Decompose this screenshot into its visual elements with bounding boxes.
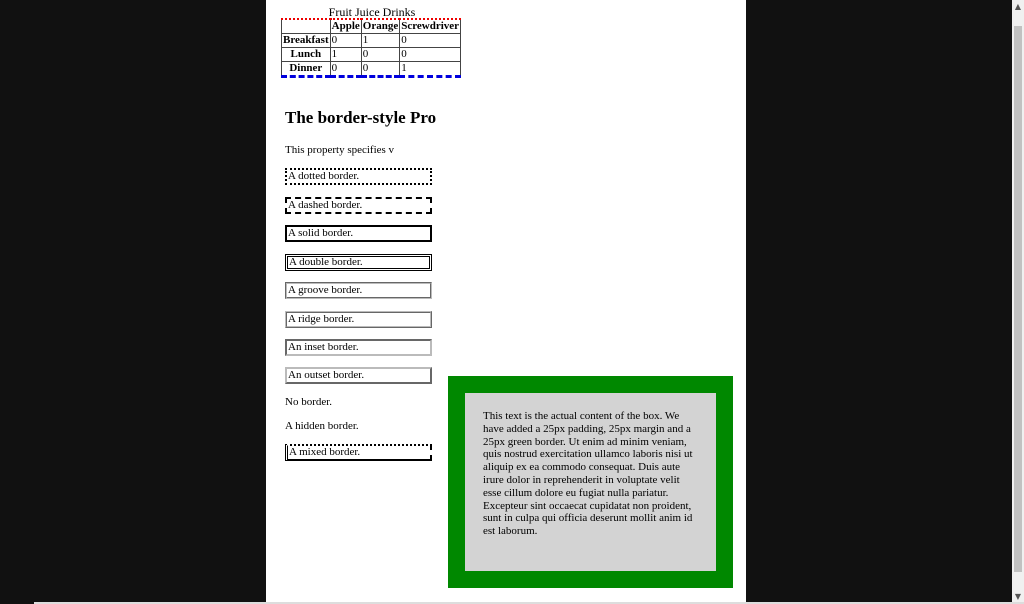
no-border-example: No border. — [285, 396, 333, 408]
row-header: Breakfast — [283, 34, 329, 46]
table-cell: 1 — [361, 34, 399, 48]
scroll-down-arrow-icon[interactable]: ▼ — [1014, 592, 1022, 601]
row-header: Lunch — [282, 48, 331, 62]
table-row — [282, 34, 461, 48]
table-row — [282, 62, 461, 77]
box-model-border — [448, 376, 733, 588]
dashed-border-example: A dashed border. — [285, 197, 432, 214]
double-border-example: A double border. — [285, 254, 432, 271]
inset-border-example: An inset border. — [285, 339, 432, 356]
intro-paragraph: This property specifies v — [285, 144, 395, 156]
table-cell: 0 — [361, 48, 399, 62]
table-cell: 0 — [400, 48, 461, 62]
table-cell: 0 — [400, 34, 461, 48]
ridge-border-example: A ridge border. — [285, 311, 432, 328]
table-row — [282, 48, 461, 62]
dotted-border-example: A dotted border. — [285, 168, 432, 185]
groove-border-example: A groove border. — [285, 282, 432, 299]
table-header-row — [282, 19, 461, 34]
table-cell: 1 — [330, 48, 361, 62]
page-heading: The border-style Pro — [285, 108, 436, 127]
table-caption: Fruit Juice Drinks — [328, 5, 416, 19]
scrollbar-thumb[interactable] — [1014, 26, 1022, 572]
hidden-border-example: A hidden border. — [285, 420, 359, 432]
vertical-scrollbar[interactable] — [1012, 0, 1024, 604]
mixed-border-example: A mixed border. — [285, 444, 432, 461]
box-model-content: This text is the actual content of the box. We have added a 25px padding, 25px margin and a 25px green border. Ut enim ad minim veniam, quis nostrud exercitation ullamco laboris nisi ut aliquip ex ea commodo consequat. Duis aute irure dolor in reprehenderit in voluptate velit esse cillum dolore eu fugiat nulla pariatur. Excepteur sint occaecat cupidatat non proident, sunt in culpa qui officia deserunt mollit anim id est laborum. — [465, 393, 716, 571]
fruit-juice-table — [281, 18, 461, 78]
page-content — [266, 0, 746, 604]
table-header-cell — [282, 19, 331, 34]
scroll-up-arrow-icon[interactable]: ▲ — [1014, 2, 1022, 11]
table-cell: 0 — [361, 62, 399, 77]
table-header-cell: Orange — [362, 20, 399, 32]
table-cell: 0 — [330, 34, 361, 48]
table-header-cell: Screwdriver — [401, 20, 460, 32]
outset-border-example: An outset border. — [285, 367, 432, 384]
table-cell: 1 — [400, 62, 461, 77]
solid-border-example: A solid border. — [285, 225, 432, 242]
row-header: Dinner — [282, 62, 331, 77]
table-cell: 0 — [330, 62, 361, 77]
table-header-cell: Apple — [331, 20, 360, 32]
